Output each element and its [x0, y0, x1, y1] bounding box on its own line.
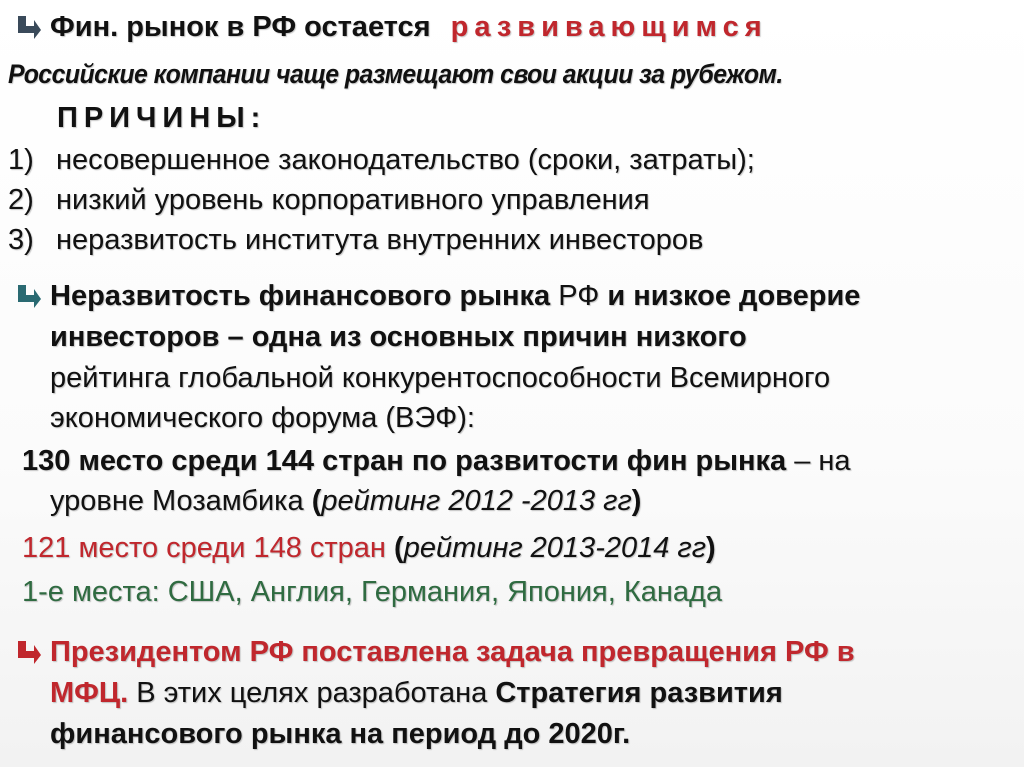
section2-line4: экономического форума (ВЭФ):: [50, 402, 475, 434]
ranking-line4: 1-е места: США, Англия, Германия, Япония, Канада: [22, 576, 723, 608]
title-highlight: развивающимся: [450, 11, 768, 43]
ranking-line2: уровне Мозамбика (рейтинг 2012 -2013 гг): [50, 485, 642, 517]
list-item-text: низкий уровень корпоративного управления: [56, 184, 650, 216]
ranking-line3: 121 место среди 148 стран (рейтинг 2013-2014 гг): [22, 532, 716, 564]
arrow-bullet-icon: [14, 12, 42, 40]
arrow-bullet-icon: [14, 281, 42, 309]
reasons-colon: :: [250, 102, 261, 134]
list-item-text: неразвитость института внутренних инвесторов: [56, 224, 704, 256]
section3-line2: МФЦ. В этих целях разработана Стратегия развития: [50, 677, 783, 709]
reasons-heading-text: ПРИЧИНЫ: [57, 102, 251, 134]
section3-line3: финансового рынка на период до 2020г.: [50, 718, 631, 750]
subtitle: Российские компании чаще размещают свои акции за рубежом.: [8, 59, 783, 89]
list-item: [8, 222, 703, 258]
list-item: [8, 142, 755, 178]
list-item-number: 3): [8, 224, 34, 256]
arrow-bullet-icon: [14, 637, 42, 665]
title-prefix: Фин. рынок в РФ остается: [50, 11, 431, 43]
list-item-text: несовершенное законодательство (сроки, затраты);: [56, 144, 755, 176]
section2-line2: инвесторов – одна из основных причин низкого: [50, 321, 747, 353]
title-line: [14, 9, 768, 45]
reasons-heading: [57, 100, 260, 136]
section2-line3: рейтинга глобальной конкурентоспособности Всемирного: [50, 362, 831, 394]
list-item-number: 2): [8, 184, 34, 216]
section3-line1: Президентом РФ поставлена задача превращения РФ в: [14, 634, 855, 670]
list-item: [8, 182, 650, 218]
section2-line1: Неразвитость финансового рынка РФ и низкое доверие: [14, 278, 860, 314]
list-item-number: 1): [8, 144, 34, 176]
ranking-line1: 130 место среди 144 стран по развитости фин рынка – на: [22, 445, 851, 477]
